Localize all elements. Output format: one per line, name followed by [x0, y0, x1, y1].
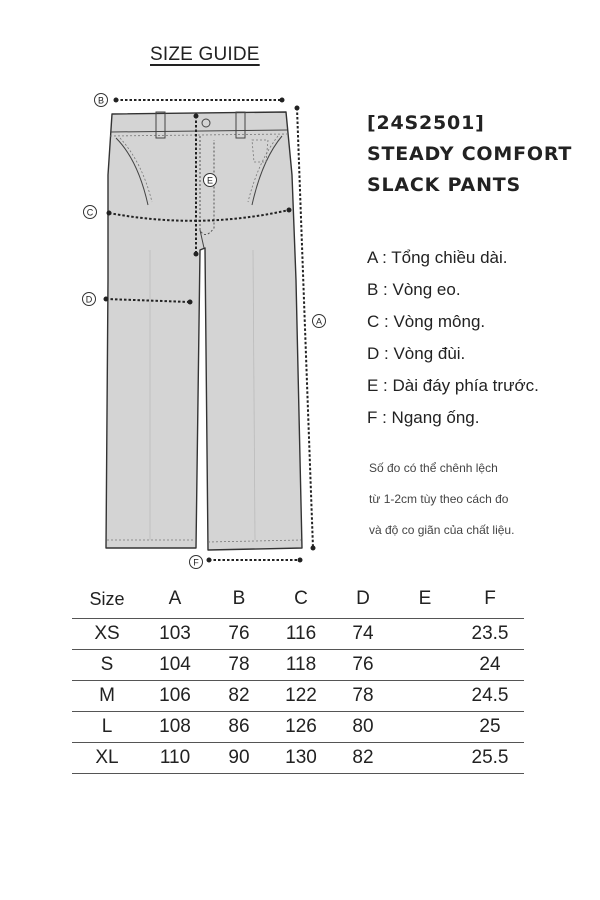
legend-item-f: F : Ngang ống. [367, 408, 480, 427]
table-row [72, 619, 524, 650]
header-d: D [356, 588, 370, 609]
cell-b: 90 [208, 743, 270, 774]
pants-diagram [0, 80, 340, 580]
cell-d: 78 [332, 681, 394, 712]
marker-d-label: D [85, 294, 93, 305]
note-line-1: Số đo có thể chênh lệch [369, 461, 498, 475]
size-table [72, 580, 524, 774]
cell-f: 24 [456, 650, 524, 681]
cell-a: 103 [142, 619, 208, 650]
cell-f: 23.5 [456, 619, 524, 650]
legend-item-c: C : Vòng mông. [367, 312, 486, 331]
header-e: E [418, 588, 432, 609]
cell-size: M [72, 681, 142, 712]
measure-b-line [95, 94, 285, 107]
cell-a: 108 [142, 712, 208, 743]
header-a: A [168, 588, 182, 609]
cell-size: XS [72, 619, 142, 650]
marker-b-label: B [97, 95, 105, 106]
cell-e [394, 743, 456, 774]
table-row [72, 712, 524, 743]
cell-a: 110 [142, 743, 208, 774]
cell-b: 76 [208, 619, 270, 650]
legend-item-e: E : Dài đáy phía trước. [367, 376, 539, 395]
cell-size: S [72, 650, 142, 681]
table-row [72, 681, 524, 712]
cell-c: 116 [270, 619, 332, 650]
cell-e [394, 619, 456, 650]
cell-e [394, 650, 456, 681]
cell-e [394, 681, 456, 712]
cell-size: XL [72, 743, 142, 774]
cell-c: 118 [270, 650, 332, 681]
cell-d: 76 [332, 650, 394, 681]
cell-d: 82 [332, 743, 394, 774]
header-b: B [232, 588, 246, 609]
cell-f: 25 [456, 712, 524, 743]
note-line-3: và độ co giãn của chất liệu. [369, 523, 515, 537]
legend-item-a: A : Tổng chiều dài. [367, 248, 508, 267]
measurement-legend [367, 242, 539, 434]
cell-size: L [72, 712, 142, 743]
cell-c: 130 [270, 743, 332, 774]
cell-a: 104 [142, 650, 208, 681]
cell-f: 24.5 [456, 681, 524, 712]
size-table-header [72, 580, 524, 619]
table-row [72, 743, 524, 774]
marker-a-label: A [315, 316, 323, 327]
cell-b: 78 [208, 650, 270, 681]
cell-c: 122 [270, 681, 332, 712]
size-guide-title: SIZE GUIDE [150, 44, 260, 65]
cell-c: 126 [270, 712, 332, 743]
cell-a: 106 [142, 681, 208, 712]
legend-item-b: B : Vòng eo. [367, 280, 461, 299]
header-f: F [484, 588, 496, 609]
measure-f-line [190, 556, 303, 569]
header-c: C [294, 588, 308, 609]
cell-f: 25.5 [456, 743, 524, 774]
table-row [72, 650, 524, 681]
legend-item-d: D : Vòng đùi. [367, 344, 466, 363]
cell-b: 82 [208, 681, 270, 712]
header-size: Size [89, 588, 125, 609]
note-line-2: từ 1-2cm tùy theo cách đo [369, 492, 509, 506]
cell-d: 80 [332, 712, 394, 743]
product-code: [24S2501] [367, 112, 485, 134]
marker-f-label: F [193, 557, 199, 568]
marker-e-label: E [206, 175, 214, 186]
product-name-line-1: STEADY COMFORT [367, 143, 573, 165]
cell-d: 74 [332, 619, 394, 650]
product-name-line-2: SLACK PANTS [367, 174, 522, 196]
measurement-note [369, 458, 514, 551]
marker-c-label: C [86, 207, 94, 218]
cell-e [394, 712, 456, 743]
cell-b: 86 [208, 712, 270, 743]
